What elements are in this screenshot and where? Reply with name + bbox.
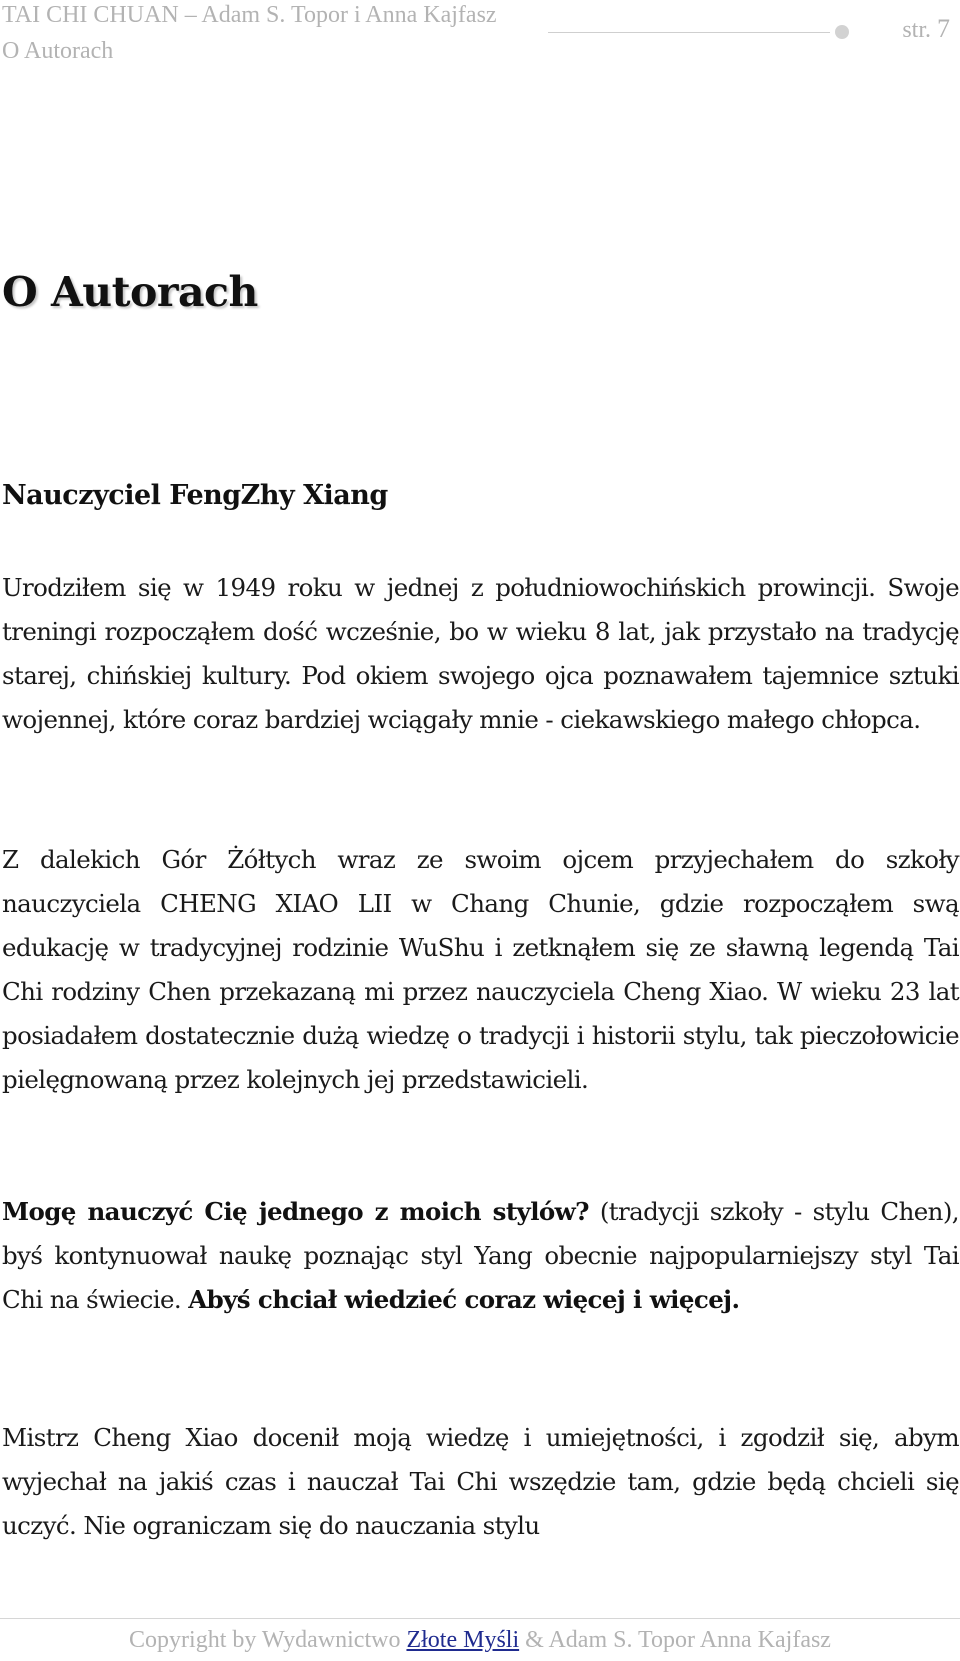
paragraph-2: Z dalekich Gór Żółtych wraz ze swoim ojcem przyjechałem do szkoły nauczyciela CHENG XIAO LII w Chang Chunie, gdzie rozpocząłem swą edukację w tradycyjnej rodzinie WuShu i zetknąłem się ze sławną legendą Tai Chi rodziny Chen przekazaną mi przez nauczyciela Cheng Xiao. W wieku 23 lat posiadałem dostatecznie dużą wiedzę o tradycji i historii stylu, tak pieczołowicie pielęgnowaną przez kolejnych jej przedstawicieli.: [2, 845, 959, 1094]
chapter-title: O Autorach: [2, 268, 258, 316]
section-title: Nauczyciel FengZhy Xiang: [2, 480, 388, 511]
page-footer: [0, 1618, 960, 1661]
publisher-link[interactable]: Złote Myśli: [406, 1627, 520, 1653]
bold-question: Mogę nauczyć Cię jednego z moich stylów?: [2, 1197, 589, 1226]
paragraph-3: [2, 1190, 959, 1322]
paragraph-1: Urodziłem się w 1949 roku w jednej z południowochińskich prowincji. Swoje treningi rozpocząłem dość wcześnie, bo w wieku 8 lat, jak przystało na tradycję starej, chińskiej kultury. Pod okiem swojego ojca poznawałem tajemnice sztuki wojennej, które coraz bardziej wciągały mnie - ciekawskiego małego chłopca.: [2, 573, 959, 734]
page-number-value: 7: [937, 14, 950, 43]
footer-rule: [0, 1618, 960, 1619]
page-prefix: str.: [902, 17, 931, 43]
copyright-prefix: Copyright by Wydawnictwo: [129, 1627, 407, 1653]
header-rule: [548, 32, 830, 33]
page-header: [0, 0, 960, 80]
book-title: TAI CHI CHUAN – Adam S. Topor i Anna Kajfasz: [2, 2, 497, 28]
page-number: [902, 14, 950, 44]
copyright-line: [0, 1627, 960, 1654]
paragraph-3-text: (tradycji szkoły - stylu Chen), byś kontynuował naukę poznając styl Yang obecnie najpopularniejszy styl Tai Chi na świecie.: [2, 1197, 959, 1314]
copyright-suffix: & Adam S. Topor Anna Kajfasz: [519, 1627, 831, 1653]
bold-closing: Abyś chciał wiedzieć coraz więcej i więcej.: [188, 1285, 740, 1314]
header-section-name: O Autorach: [2, 38, 114, 64]
bullet-dot-icon: [835, 25, 849, 39]
paragraph-4: Mistrz Cheng Xiao docenił moją wiedzę i umiejętności, i zgodził się, abym wyjechał na jakiś czas i nauczał Tai Chi wszędzie tam, gdzie będą chcieli się uczyć. Nie ograniczam się do nauczania stylu: [2, 1423, 959, 1540]
